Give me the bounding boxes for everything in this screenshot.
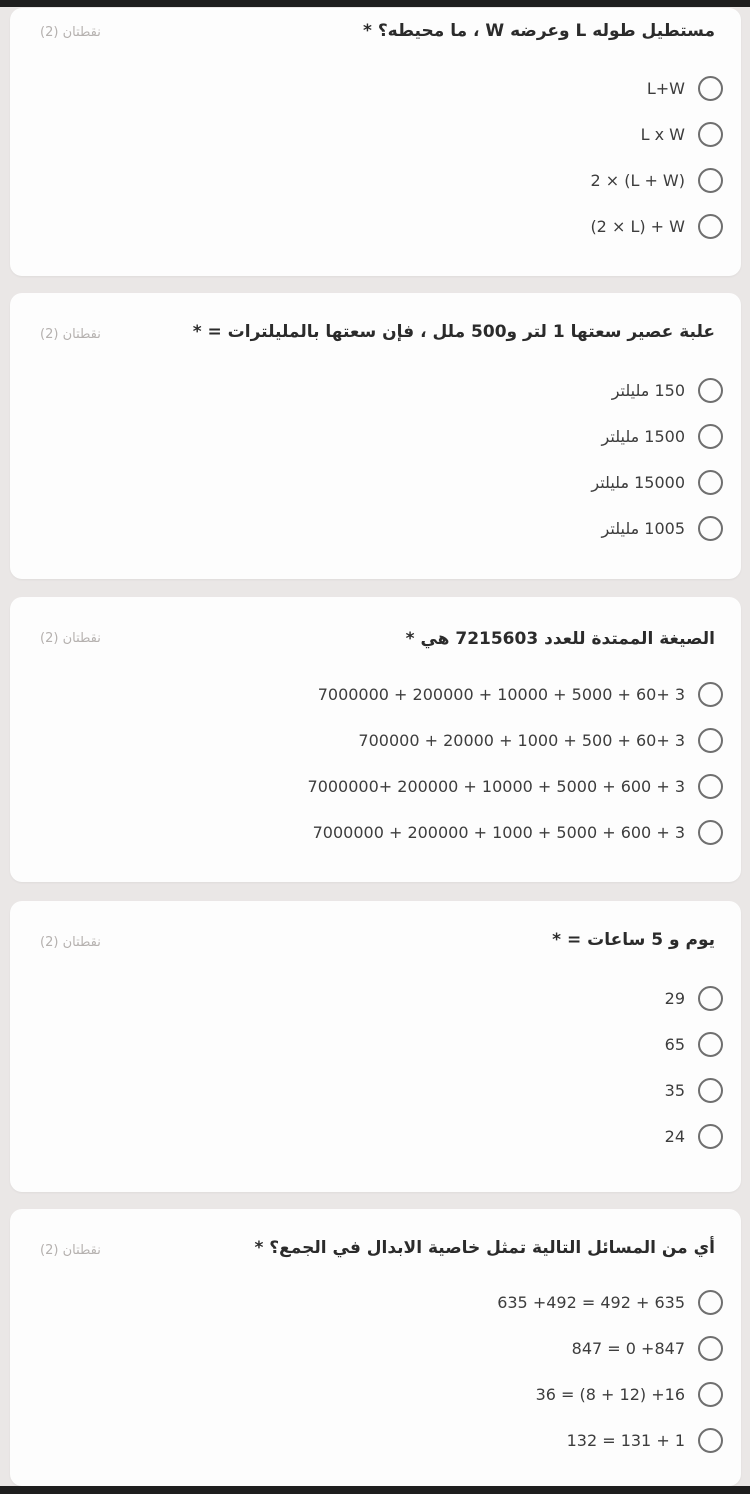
radio-button-icon[interactable] [698,1290,723,1315]
answer-option[interactable] [30,1325,723,1371]
answer-option[interactable] [30,717,723,763]
radio-button-icon[interactable] [698,470,723,495]
option-label: 847 = 0 +847 [571,1338,685,1358]
question-title: يوم و 5 ساعات = * [552,930,715,950]
radio-button-icon[interactable] [698,1336,723,1361]
answer-option[interactable] [30,809,723,855]
radio-button-icon[interactable] [698,424,723,449]
radio-button-icon[interactable] [698,214,723,239]
answer-option[interactable] [30,975,723,1021]
answer-option[interactable] [30,111,723,157]
answer-option[interactable] [30,1371,723,1417]
question-card [10,901,741,1192]
option-label: L+W [646,78,685,98]
option-label: 7000000 + 200000 + 1000 + 5000 + 600 + 3 [312,822,685,842]
answer-option[interactable] [30,65,723,111]
answer-option[interactable] [30,203,723,249]
option-label: 35 [664,1080,685,1100]
option-label: L x W [640,124,685,144]
option-label: 1005 مليلتر [601,518,685,538]
question-card [10,293,741,579]
question-title: علبة عصير سعتها 1 لتر و500 ملل ، فإن سعتها بالمليلترات = * [192,322,715,342]
option-label: 29 [664,988,685,1008]
option-label: 150 مليلتر [611,380,685,400]
radio-button-icon[interactable] [698,986,723,1011]
question-card [10,1209,741,1486]
radio-button-icon[interactable] [698,682,723,707]
answer-option[interactable] [30,763,723,809]
options-group [30,671,723,855]
answer-option[interactable] [30,459,723,505]
option-label: 36 = (8 + 12) +16 [535,1384,685,1404]
option-label: 15000 مليلتر [591,472,685,492]
radio-button-icon[interactable] [698,728,723,753]
question-title: مستطيل طوله L وعرضه W ، ما محيطه؟ * [363,21,715,41]
option-label: 7000000+ 200000 + 10000 + 5000 + 600 + 3 [307,776,685,796]
radio-button-icon[interactable] [698,1124,723,1149]
option-label: 65 [664,1034,685,1054]
options-group [30,367,723,551]
answer-option[interactable] [30,157,723,203]
options-group [30,975,723,1159]
radio-button-icon[interactable] [698,1428,723,1453]
radio-button-icon[interactable] [698,1382,723,1407]
radio-button-icon[interactable] [698,1032,723,1057]
option-label: 635 +492 = 492 + 635 [497,1292,685,1312]
question-card [10,8,741,276]
question-title: الصيغة الممتدة للعدد 7215603 هي * [405,629,715,649]
answer-option[interactable] [30,1021,723,1067]
radio-button-icon[interactable] [698,168,723,193]
radio-button-icon[interactable] [698,516,723,541]
option-label: 2 × (L + W) [590,170,685,190]
radio-button-icon[interactable] [698,1078,723,1103]
points-badge: نقطتان (2) [40,327,101,342]
answer-option[interactable] [30,505,723,551]
answer-option[interactable] [30,413,723,459]
answer-option[interactable] [30,1067,723,1113]
answer-option[interactable] [30,671,723,717]
points-badge: نقطتان (2) [40,25,101,40]
option-label: (2 × L) + W [590,216,685,236]
question-title: أي من المسائل التالية تمثل خاصية الابدال في الجمع؟ * [254,1238,715,1258]
points-badge: نقطتان (2) [40,1243,101,1258]
option-label: 132 = 131 + 1 [566,1430,685,1450]
options-group [30,65,723,249]
radio-button-icon[interactable] [698,820,723,845]
screen-edge-bottom [0,1486,750,1494]
radio-button-icon[interactable] [698,378,723,403]
radio-button-icon[interactable] [698,774,723,799]
points-badge: نقطتان (2) [40,631,101,646]
answer-option[interactable] [30,1417,723,1463]
answer-option[interactable] [30,1279,723,1325]
option-label: 24 [664,1126,685,1146]
option-label: 700000 + 20000 + 1000 + 500 + 60+ 3 [358,730,685,750]
points-badge: نقطتان (2) [40,935,101,950]
answer-option[interactable] [30,367,723,413]
options-group [30,1279,723,1463]
answer-option[interactable] [30,1113,723,1159]
option-label: 1500 مليلتر [601,426,685,446]
radio-button-icon[interactable] [698,122,723,147]
question-card [10,597,741,882]
radio-button-icon[interactable] [698,76,723,101]
option-label: 7000000 + 200000 + 10000 + 5000 + 60+ 3 [317,684,685,704]
